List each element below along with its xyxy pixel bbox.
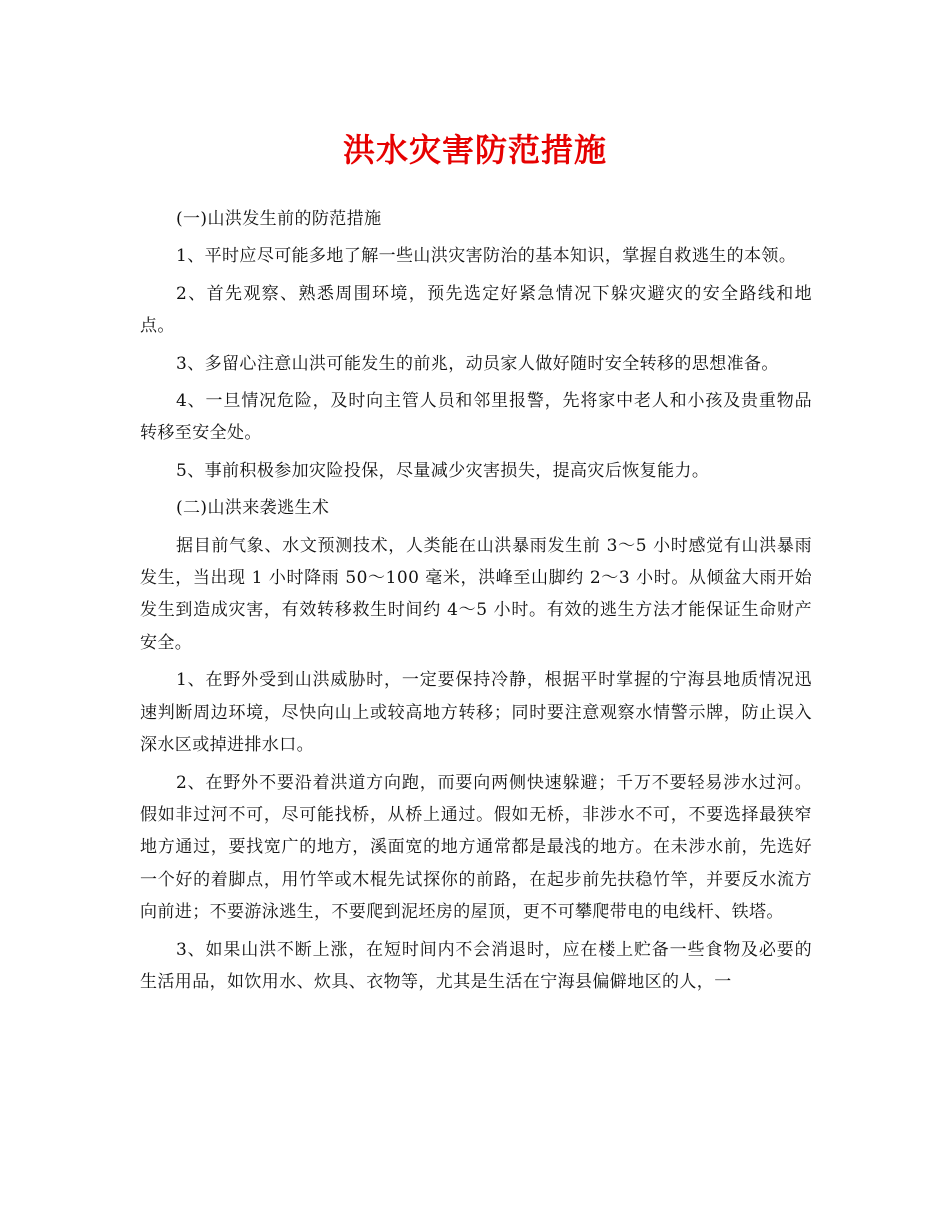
document-body bbox=[140, 203, 812, 1003]
document-title: 洪水灾害防范措施 bbox=[342, 131, 607, 169]
paragraph: 4、一旦情况危险，及时向主管人员和邻里报警，先将家中老人和小孩及贵重物品转移至安全处。 bbox=[140, 391, 812, 444]
paragraph: 据目前气象、水文预测技术，人类能在山洪暴雨发生前 3～5 小时感觉有山洪暴雨发生，当出现 1 小时降雨 50～100 毫米，洪峰至山脚约 2～3 小时。从倾盆大雨开始发生到造成灾害，有效转移救生时间约 4～5 小时。有效的逃生方法才能保证生命财产安全。 bbox=[140, 535, 812, 653]
paragraph: 2、首先观察、熟悉周围环境，预先选定好紧急情况下躲灾避灾的安全路线和地点。 bbox=[140, 283, 812, 337]
section-heading: (一)山洪发生前的防范措施 bbox=[176, 209, 382, 229]
paragraph: 2、在野外不要沿着洪道方向跑，而要向两侧快速躲避；千万不要轻易涉水过河。假如非过河不可，尽可能找桥，从桥上通过。假如无桥，非涉水不可，不要选择最狭窄地方通过，要找宽广的地方，溪面宽的地方通常都是最浅的地方。在未涉水前，先选好一个好的着脚点，用竹竿或木棍先试探你的前路，在起步前先扶稳竹竿，并要反水流方向前进；不要游泳逃生，不要爬到泥坯房的屋顶，更不可攀爬带电的电线杆、铁塔。 bbox=[140, 772, 812, 923]
section-heading: (二)山洪来袭逃生术 bbox=[176, 498, 330, 519]
paragraph: 1、平时应尽可能多地了解一些山洪灾害防治的基本知识，掌握自救逃生的本领。 bbox=[176, 246, 797, 267]
paragraph: 3、如果山洪不断上涨，在短时间内不会消退时，应在楼上贮备一些食物及必要的生活用品，如饮用水、炊具、衣物等，尤其是生活在宁海县偏僻地区的人，一 bbox=[140, 939, 812, 992]
paragraph: 1、在野外受到山洪威胁时，一定要保持冷静，根据平时掌握的宁海县地质情况迅速判断周边环境，尽快向山上或较高地方转移；同时要注意观察水情警示牌，防止误入深水区或掉进排水口。 bbox=[140, 670, 812, 756]
paragraph: 3、多留心注意山洪可能发生的前兆，动员家人做好随时安全转移的思想准备。 bbox=[176, 353, 779, 374]
paragraph: 5、事前积极参加灾险投保，尽量减少灾害损失，提高灾后恢复能力。 bbox=[176, 460, 710, 481]
